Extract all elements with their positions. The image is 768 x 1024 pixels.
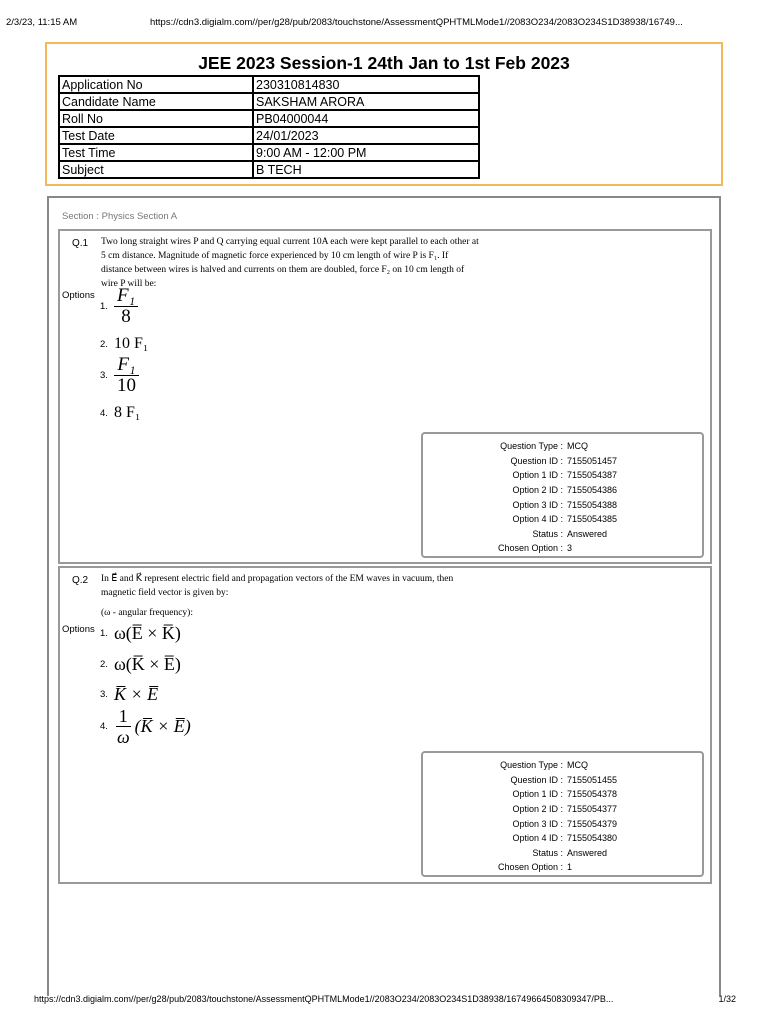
meta-value: 1	[567, 862, 573, 873]
option-number: 1.	[100, 301, 108, 312]
meta-label: Status :	[532, 847, 563, 858]
print-url[interactable]: https://cdn3.digialm.com//per/g28/pub/2083/touchstone/AssessmentQPHTMLMode1//2083O234/2083O234S1D38938/16749...	[150, 17, 683, 28]
meta-label: Question Type :	[500, 441, 563, 452]
print-footer	[34, 994, 736, 1004]
meta-label: Option 3 ID :	[512, 499, 563, 510]
question-line: magnetic field vector is given by:	[101, 588, 229, 598]
question-line: In E⃗ and K⃗ represent electric field and propagation vectors of the EM waves in vacuum, then	[101, 574, 454, 584]
meta-value: 7155054386	[567, 485, 618, 496]
fraction-denominator: 8	[121, 306, 131, 327]
exam-title: JEE 2023 Session-1 24th Jan to 1st Feb 2023	[198, 53, 570, 73]
meta-value: 3	[567, 543, 573, 554]
fraction-denominator: 10	[116, 375, 136, 396]
question-line: wire P will be:	[101, 279, 157, 289]
option-4	[100, 706, 191, 747]
option-expression: 10 F₁	[113, 335, 149, 352]
meta-label: Option 1 ID :	[512, 470, 563, 481]
question-meta	[421, 751, 704, 877]
option-3	[100, 355, 139, 396]
meta-label: Question ID :	[510, 455, 563, 466]
fraction-numerator: 1	[116, 706, 131, 727]
meta-value: 7155054388	[567, 499, 618, 510]
section-title: Section : Physics Section A	[62, 211, 178, 222]
info-label: Subject	[59, 161, 253, 178]
meta-label: Status :	[532, 528, 563, 539]
info-value: B TECH	[253, 161, 479, 178]
question-line: Two long straight wires P and Q carrying equal current 10A each were kept parallel to each other at	[101, 237, 479, 247]
info-row	[59, 127, 479, 144]
meta-label: Chosen Option :	[497, 862, 563, 873]
fraction-numerator: F₁	[114, 286, 138, 307]
option-expression: ω(K̅ × E̅)	[113, 654, 181, 674]
info-row	[59, 76, 479, 93]
info-value: SAKSHAM ARORA	[253, 93, 479, 110]
option-number: 3.	[100, 689, 108, 700]
info-value: 230310814830	[253, 76, 479, 93]
meta-label: Option 4 ID :	[512, 833, 563, 844]
meta-label: Option 1 ID :	[512, 789, 563, 800]
question-text	[101, 235, 531, 291]
option-number: 3.	[100, 370, 108, 381]
info-value: PB04000044	[253, 110, 479, 127]
option-fraction	[114, 355, 139, 396]
option-expression: (K̅ × E̅)	[134, 716, 191, 736]
meta-label: Option 2 ID :	[512, 485, 563, 496]
candidate-card	[45, 42, 723, 186]
option-fraction	[114, 706, 133, 747]
info-value: 24/01/2023	[253, 127, 479, 144]
question-text	[101, 572, 531, 620]
option-3	[100, 684, 158, 705]
meta-value: 7155054385	[567, 514, 618, 525]
footer-url[interactable]: https://cdn3.digialm.com//per/g28/pub/2083/touchstone/AssessmentQPHTMLMode1//2083O234/2083O234S1D38938/16749664508309347/PB...	[34, 994, 614, 1004]
question-2	[58, 566, 712, 884]
meta-label: Option 4 ID :	[512, 514, 563, 525]
meta-value: 7155051455	[567, 774, 618, 785]
option-1	[100, 286, 138, 327]
meta-value: 7155054378	[567, 789, 618, 800]
question-number: Q.1	[72, 238, 89, 249]
question-1	[58, 229, 712, 564]
meta-value: 7155054379	[567, 818, 618, 829]
physics-section	[47, 196, 721, 996]
option-expression: 8 F₁	[113, 404, 141, 421]
meta-value: MCQ	[567, 441, 588, 452]
info-row	[59, 93, 479, 110]
option-number: 4.	[100, 721, 108, 732]
meta-label: Question ID :	[510, 774, 563, 785]
meta-label: Chosen Option :	[497, 543, 563, 554]
fraction-numerator: F₁	[114, 355, 138, 376]
meta-value: 7155054377	[567, 804, 618, 815]
meta-value: Answered	[567, 847, 608, 858]
info-label: Roll No	[59, 110, 253, 127]
option-2	[100, 654, 181, 675]
info-value: 9:00 AM - 12:00 PM	[253, 144, 479, 161]
meta-value: 7155051457	[567, 455, 618, 466]
print-header	[6, 17, 728, 28]
info-label: Test Date	[59, 127, 253, 144]
fraction-denominator: ω	[116, 727, 130, 747]
meta-value: Answered	[567, 528, 608, 539]
option-1	[100, 623, 181, 644]
info-row	[59, 161, 479, 178]
option-number: 1.	[100, 628, 108, 639]
question-line: (ω - angular frequency):	[101, 608, 193, 618]
page-number: 1/32	[718, 994, 736, 1004]
meta-label: Question Type :	[500, 760, 563, 771]
question-line: distance between wires is halved and currents on them are doubled, force F₂ on 10 cm length of	[101, 265, 465, 275]
option-expression: K̅ × E̅	[113, 684, 159, 704]
print-datetime: 2/3/23, 11:15 AM	[6, 17, 78, 28]
info-row	[59, 144, 479, 161]
meta-label: Option 2 ID :	[512, 804, 563, 815]
options-label: Options	[62, 624, 95, 635]
option-2	[100, 335, 148, 353]
option-number: 2.	[100, 338, 108, 350]
option-number: 2.	[100, 659, 108, 670]
options-label: Options	[62, 290, 95, 301]
question-line: 5 cm distance. Magnitude of magnetic force experienced by 10 cm length of wire P is F₁. If	[101, 251, 449, 261]
info-row	[59, 110, 479, 127]
meta-label: Option 3 ID :	[512, 818, 563, 829]
info-label: Application No	[59, 76, 253, 93]
option-expression: ω(E̅ × K̅)	[113, 623, 181, 643]
meta-value: 7155054387	[567, 470, 618, 481]
meta-value: 7155054380	[567, 833, 618, 844]
question-number: Q.2	[72, 575, 89, 586]
option-number: 4.	[100, 407, 108, 419]
option-fraction	[114, 286, 138, 327]
candidate-info-table	[58, 75, 480, 179]
meta-value: MCQ	[567, 760, 588, 771]
info-label: Candidate Name	[59, 93, 253, 110]
option-4	[100, 404, 140, 422]
info-label: Test Time	[59, 144, 253, 161]
question-meta	[421, 432, 704, 558]
